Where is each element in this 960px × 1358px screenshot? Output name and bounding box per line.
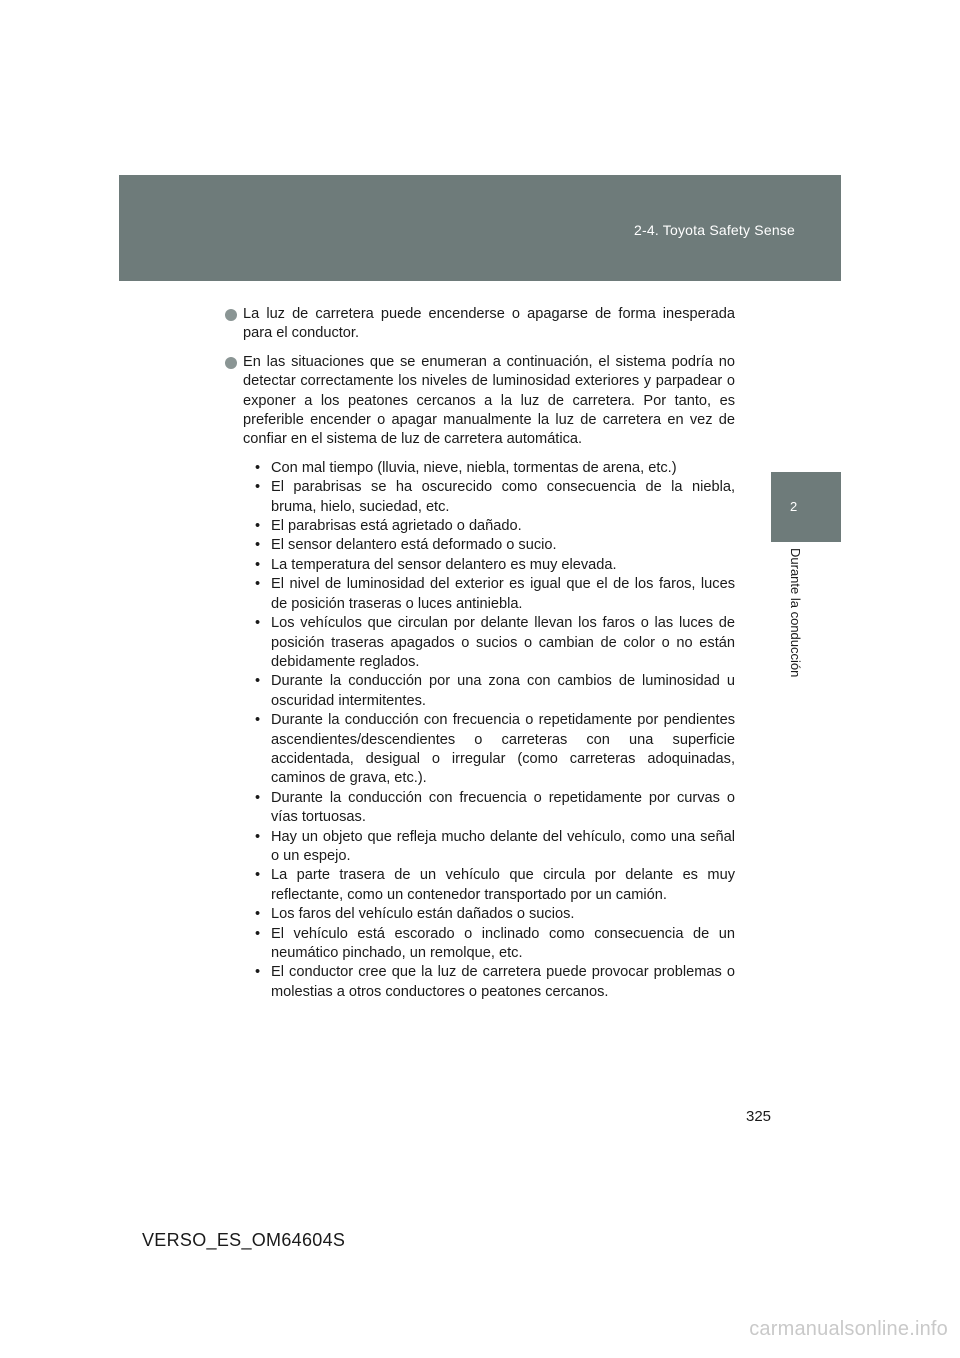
list-marker: • [255,867,261,884]
chapter-label-container [778,548,808,708]
list-marker: • [255,828,261,845]
list-item-text: El sensor delantero está deformado o sucio. [271,537,557,554]
list-marker: • [255,964,261,981]
list-marker: • [255,615,261,632]
bullet-text: En las situaciones que se enumeran a continuación, el sistema podría no detectar correctamente los niveles de luminosidad exteriores y parpadear o exponer a los peatones cercanos a la luz de carretera. Por tanto, es preferible encender o apagar manualmente la luz de carretera en vez de confiar en el sistema de luz de carretera automática. [243,353,735,448]
list-marker: • [255,518,261,535]
list-marker: • [255,537,261,554]
main-content [225,305,735,1002]
list-item [255,536,735,555]
document-code: VERSO_ES_OM64604S [142,1230,346,1250]
page-number: 325 [746,1108,772,1125]
list-item-text: El nivel de luminosidad del exterior es igual que el de los faros, luces de posición traseras o luces antiniebla. [271,576,735,612]
list-item-text: La temperatura del sensor delantero es muy elevada. [271,556,617,573]
list-item [255,905,735,924]
section-header-band [119,175,841,281]
list-item-text: El conductor cree que la luz de carretera puede provocar problemas o molestias a otros conductores o peatones cercanos. [271,964,735,1000]
list-marker: • [255,712,261,729]
list-item-text: Durante la conducción con frecuencia o repetidamente por pendientes ascendientes/descendientes o carreteras con una superficie accidentada, desigual o irregular (como carreteras adoquinadas, caminos de grava, etc.). [271,712,735,787]
list-item-text: La parte trasera de un vehículo que circula por delante es muy reflectante, como un contenedor transportado por un camión. [271,867,735,903]
list-item [255,614,735,672]
list-item-text: El parabrisas se ha oscurecido como consecuencia de la niebla, bruma, hielo, suciedad, etc. [271,479,735,515]
bullet-dot-icon [225,357,237,369]
list-item [255,828,735,867]
list-item [255,478,735,517]
list-item [255,925,735,964]
list-item [255,459,735,478]
list-item-text: Los faros del vehículo están dañados o sucios. [271,906,575,923]
chapter-number: 2 [790,499,798,514]
list-item [255,866,735,905]
list-marker: • [255,459,261,476]
list-marker: • [255,556,261,573]
list-item-text: Con mal tiempo (lluvia, nieve, niebla, tormentas de arena, etc.) [271,459,677,476]
watermark: carmanualsonline.info [749,1318,948,1340]
chapter-tab [771,472,841,542]
list-item-text: El vehículo está escorado o inclinado como consecuencia de un neumático pinchado, un remolque, etc. [271,925,735,961]
bullet-paragraph [225,305,735,344]
chapter-label: Durante la conducción [788,548,803,678]
list-marker: • [255,479,261,496]
list-item [255,517,735,536]
list-marker: • [255,925,261,942]
list-marker: • [255,906,261,923]
list-marker: • [255,789,261,806]
list-item [255,789,735,828]
list-item-text: El parabrisas está agrietado o dañado. [271,518,522,535]
list-item [255,575,735,614]
list-item-text: Hay un objeto que refleja mucho delante del vehículo, como una señal o un espejo. [271,828,735,864]
list-item-text: Durante la conducción con frecuencia o repetidamente por curvas o vías tortuosas. [271,789,735,826]
list-item [255,672,735,711]
list-marker: • [255,576,261,593]
list-item [255,556,735,575]
list-item [255,963,735,1002]
bullet-paragraph [225,353,735,450]
list-item-text: Los vehículos que circulan por delante llevan los faros o las luces de posición traseras apagados o sucios o cambian de color o no están debidamente reglados. [271,615,735,670]
list-item [255,711,735,789]
section-title: 2-4. Toyota Safety Sense [634,222,795,238]
bullet-dot-icon [225,309,237,321]
list-marker: • [255,673,261,690]
list-item-text: Durante la conducción por una zona con cambios de luminosidad u oscuridad intermitentes. [271,673,735,709]
situation-list [225,459,735,1002]
bullet-text: La luz de carretera puede encenderse o apagarse de forma inesperada para el conductor. [243,306,735,342]
